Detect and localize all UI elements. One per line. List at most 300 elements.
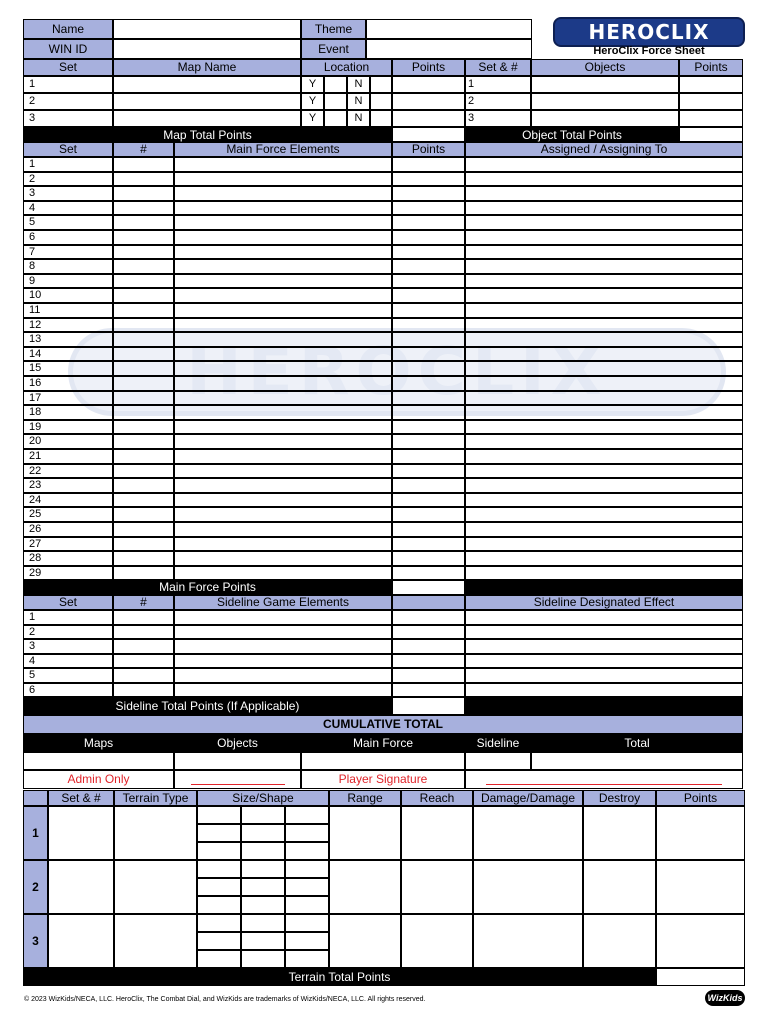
main-row-assigned[interactable]	[465, 464, 743, 479]
main-row-points[interactable]	[392, 347, 465, 362]
terrain-row-destroy[interactable]	[583, 914, 656, 968]
theme-label: Theme	[301, 19, 366, 39]
map-row-yes-box[interactable]	[324, 93, 347, 110]
main-row-assigned[interactable]	[465, 449, 743, 464]
sideline-row-points[interactable]	[392, 639, 465, 654]
main-row-points[interactable]	[392, 522, 465, 537]
main-row-assigned[interactable]	[465, 376, 743, 391]
main-row-set[interactable]: 20	[23, 434, 113, 449]
theme-field[interactable]	[366, 19, 532, 39]
main-row-set[interactable]: 2	[23, 172, 113, 187]
main-row-element[interactable]	[174, 259, 392, 274]
map-row-set[interactable]: 2	[23, 93, 113, 110]
main-row-set[interactable]: 14	[23, 347, 113, 362]
terrain-row-type[interactable]	[114, 914, 197, 968]
terrain-row-set[interactable]	[48, 806, 114, 860]
main-row-set[interactable]: 28	[23, 551, 113, 566]
main-row-set[interactable]: 6	[23, 230, 113, 245]
main-row-points[interactable]	[392, 405, 465, 420]
main-row-element[interactable]	[174, 566, 392, 581]
main-row-element[interactable]	[174, 537, 392, 552]
cumulative-header-total: Total	[531, 734, 743, 752]
main-row-assigned[interactable]	[465, 230, 743, 245]
sideline-row-element[interactable]	[174, 683, 392, 698]
terrain-row-range[interactable]	[329, 914, 401, 968]
sideline-row-set[interactable]: 3	[23, 639, 113, 654]
terrain-row-size-cell[interactable]	[197, 806, 241, 824]
main-row-points[interactable]	[392, 274, 465, 289]
main-row-assigned[interactable]	[465, 259, 743, 274]
map-total-field[interactable]	[392, 127, 465, 142]
main-row-points[interactable]	[392, 230, 465, 245]
sideline-row-points[interactable]	[392, 625, 465, 640]
main-row-number[interactable]	[113, 215, 174, 230]
main-row-element[interactable]	[174, 376, 392, 391]
main-header-assigned: Assigned / Assigning To	[465, 142, 743, 157]
main-row-points[interactable]	[392, 332, 465, 347]
sideline-row-effect[interactable]	[465, 625, 743, 640]
main-row-assigned[interactable]	[465, 522, 743, 537]
win-id-label: WIN ID	[23, 39, 113, 59]
sideline-row-number[interactable]	[113, 654, 174, 669]
sideline-row-number[interactable]	[113, 625, 174, 640]
sideline-row-set[interactable]: 5	[23, 668, 113, 683]
main-row-number[interactable]	[113, 274, 174, 289]
heroclix-watermark: HEROCLIX	[68, 328, 726, 416]
maps-header-set: Set	[23, 59, 113, 76]
main-row-points[interactable]	[392, 288, 465, 303]
main-row-set[interactable]: 29	[23, 566, 113, 581]
main-row-assigned[interactable]	[465, 288, 743, 303]
sideline-row-effect[interactable]	[465, 683, 743, 698]
sideline-row-points[interactable]	[392, 683, 465, 698]
main-row-assigned[interactable]	[465, 566, 743, 581]
main-row-points[interactable]	[392, 391, 465, 406]
terrain-row-set[interactable]	[48, 914, 114, 968]
main-row-assigned[interactable]	[465, 274, 743, 289]
main-row-element[interactable]	[174, 215, 392, 230]
object-row-name[interactable]	[531, 93, 679, 110]
copyright-text: © 2023 WizKids/NECA, LLC. HeroClix, The Combat Dial, and WizKids are trademarks of WizKids/NECA, LLC. All rights reserved.	[24, 996, 426, 1003]
main-row-element[interactable]	[174, 274, 392, 289]
sideline-row-effect[interactable]	[465, 639, 743, 654]
main-row-set[interactable]: 9	[23, 274, 113, 289]
sideline-row-set[interactable]: 4	[23, 654, 113, 669]
main-row-number[interactable]	[113, 303, 174, 318]
main-row-number[interactable]	[113, 347, 174, 362]
main-row-number[interactable]	[113, 332, 174, 347]
main-row-set[interactable]: 26	[23, 522, 113, 537]
main-row-element[interactable]	[174, 318, 392, 333]
terrain-row-size-cell[interactable]	[241, 824, 285, 842]
main-row-points[interactable]	[392, 172, 465, 187]
main-row-set[interactable]: 27	[23, 537, 113, 552]
main-row-set[interactable]: 1	[23, 157, 113, 172]
main-row-element[interactable]	[174, 347, 392, 362]
main-row-number[interactable]	[113, 551, 174, 566]
terrain-row-destroy[interactable]	[583, 860, 656, 914]
main-row-set[interactable]: 10	[23, 288, 113, 303]
main-row-element[interactable]	[174, 551, 392, 566]
map-row-no[interactable]: N	[347, 110, 370, 127]
main-row-assigned[interactable]	[465, 405, 743, 420]
terrain-row-size-cell[interactable]	[285, 806, 329, 824]
terrain-row-range[interactable]	[329, 806, 401, 860]
object-row-set[interactable]: 3	[465, 110, 531, 127]
main-row-points[interactable]	[392, 157, 465, 172]
main-row-number[interactable]	[113, 172, 174, 187]
terrain-row-size-cell[interactable]	[285, 860, 329, 878]
main-row-element[interactable]	[174, 157, 392, 172]
terrain-row-size-cell[interactable]	[285, 950, 329, 968]
main-row-points[interactable]	[392, 493, 465, 508]
main-row-points[interactable]	[392, 420, 465, 435]
cumulative-main-force-field[interactable]	[301, 752, 465, 770]
sideline-row-element[interactable]	[174, 668, 392, 683]
sideline-row-points[interactable]	[392, 668, 465, 683]
main-row-element[interactable]	[174, 230, 392, 245]
sideline-row-set[interactable]: 1	[23, 610, 113, 625]
terrain-row-range[interactable]	[329, 860, 401, 914]
cumulative-title: CUMULATIVE TOTAL	[23, 715, 743, 734]
terrain-header-reach: Reach	[401, 790, 473, 806]
main-row-assigned[interactable]	[465, 332, 743, 347]
main-row-assigned[interactable]	[465, 493, 743, 508]
main-row-number[interactable]	[113, 318, 174, 333]
object-total-label: Object Total Points	[465, 127, 679, 142]
terrain-row-size-cell[interactable]	[285, 932, 329, 950]
player-signature-field[interactable]	[465, 770, 743, 789]
terrain-row-type[interactable]	[114, 806, 197, 860]
main-row-set[interactable]: 17	[23, 391, 113, 406]
main-row-number[interactable]	[113, 464, 174, 479]
cumulative-header-maps: Maps	[23, 734, 174, 752]
main-row-assigned[interactable]	[465, 478, 743, 493]
terrain-header-damage: Damage/Damage	[473, 790, 583, 806]
main-row-points[interactable]	[392, 303, 465, 318]
map-row-points[interactable]	[392, 110, 465, 127]
main-row-number[interactable]	[113, 405, 174, 420]
main-row-assigned[interactable]	[465, 172, 743, 187]
main-row-points[interactable]	[392, 259, 465, 274]
main-row-element[interactable]	[174, 434, 392, 449]
terrain-row-size-cell[interactable]	[241, 860, 285, 878]
main-row-set[interactable]: 15	[23, 361, 113, 376]
object-row-points[interactable]	[679, 110, 743, 127]
event-field[interactable]	[366, 39, 532, 59]
main-row-assigned[interactable]	[465, 361, 743, 376]
main-row-assigned[interactable]	[465, 347, 743, 362]
main-row-set[interactable]: 5	[23, 215, 113, 230]
terrain-row-size-cell[interactable]	[197, 824, 241, 842]
terrain-header-size: Size/Shape	[197, 790, 329, 806]
sideline-row-points[interactable]	[392, 654, 465, 669]
main-row-assigned[interactable]	[465, 434, 743, 449]
main-row-element[interactable]	[174, 464, 392, 479]
terrain-row-type[interactable]	[114, 860, 197, 914]
main-row-element[interactable]	[174, 420, 392, 435]
sideline-row-element[interactable]	[174, 654, 392, 669]
main-row-assigned[interactable]	[465, 215, 743, 230]
main-row-number[interactable]	[113, 493, 174, 508]
main-row-number[interactable]	[113, 434, 174, 449]
main-row-element[interactable]	[174, 186, 392, 201]
terrain-row-points[interactable]	[656, 860, 745, 914]
sideline-row-number[interactable]	[113, 683, 174, 698]
terrain-row-size-cell[interactable]	[285, 842, 329, 860]
main-row-points[interactable]	[392, 245, 465, 260]
main-row-assigned[interactable]	[465, 157, 743, 172]
main-row-set[interactable]: 8	[23, 259, 113, 274]
main-row-set[interactable]: 7	[23, 245, 113, 260]
main-header-set: Set	[23, 142, 113, 157]
main-row-element[interactable]	[174, 288, 392, 303]
cumulative-maps-field[interactable]	[23, 752, 174, 770]
terrain-row-points[interactable]	[656, 806, 745, 860]
main-row-points[interactable]	[392, 376, 465, 391]
main-force-total-bar	[465, 580, 743, 595]
map-row-no[interactable]: N	[347, 76, 370, 93]
map-row-yes[interactable]: Y	[301, 110, 324, 127]
main-row-points[interactable]	[392, 434, 465, 449]
main-row-set[interactable]: 11	[23, 303, 113, 318]
main-row-assigned[interactable]	[465, 303, 743, 318]
main-row-number[interactable]	[113, 201, 174, 216]
sideline-row-number[interactable]	[113, 668, 174, 683]
main-row-set[interactable]: 25	[23, 507, 113, 522]
sideline-row-effect[interactable]	[465, 610, 743, 625]
main-force-total-field[interactable]	[392, 580, 465, 595]
object-row-set[interactable]: 2	[465, 93, 531, 110]
main-row-set[interactable]: 21	[23, 449, 113, 464]
main-row-points[interactable]	[392, 478, 465, 493]
sideline-row-effect[interactable]	[465, 654, 743, 669]
main-header-elements: Main Force Elements	[174, 142, 392, 157]
terrain-row-size-cell[interactable]	[197, 842, 241, 860]
terrain-row-size-cell[interactable]	[197, 878, 241, 896]
terrain-total-label: Terrain Total Points	[23, 968, 656, 986]
main-row-element[interactable]	[174, 361, 392, 376]
main-row-number[interactable]	[113, 376, 174, 391]
terrain-row-size-cell[interactable]	[241, 914, 285, 932]
object-row-set[interactable]: 1	[465, 76, 531, 93]
main-row-assigned[interactable]	[465, 420, 743, 435]
main-row-element[interactable]	[174, 493, 392, 508]
main-row-element[interactable]	[174, 245, 392, 260]
object-total-field[interactable]	[679, 127, 743, 142]
main-row-assigned[interactable]	[465, 507, 743, 522]
main-row-element[interactable]	[174, 391, 392, 406]
main-row-points[interactable]	[392, 186, 465, 201]
main-row-element[interactable]	[174, 332, 392, 347]
terrain-row-size-cell[interactable]	[241, 932, 285, 950]
main-row-points[interactable]	[392, 551, 465, 566]
map-row-name[interactable]	[113, 76, 301, 93]
main-row-number[interactable]	[113, 230, 174, 245]
objects-header-set: Set & #	[465, 59, 531, 76]
main-row-number[interactable]	[113, 259, 174, 274]
main-row-points[interactable]	[392, 566, 465, 581]
object-row-name[interactable]	[531, 76, 679, 93]
name-field[interactable]	[113, 19, 301, 39]
objects-header-objects: Objects	[531, 59, 679, 76]
main-row-set[interactable]: 12	[23, 318, 113, 333]
main-row-number[interactable]	[113, 186, 174, 201]
main-row-assigned[interactable]	[465, 186, 743, 201]
main-row-assigned[interactable]	[465, 318, 743, 333]
main-header-points: Points	[392, 142, 465, 157]
cumulative-header-sideline: Sideline	[465, 734, 531, 752]
cumulative-objects-field[interactable]	[174, 752, 301, 770]
sideline-row-number[interactable]	[113, 610, 174, 625]
main-force-total-label: Main Force Points	[23, 580, 392, 595]
sideline-row-number[interactable]	[113, 639, 174, 654]
main-row-number[interactable]	[113, 537, 174, 552]
terrain-row-reach[interactable]	[401, 806, 473, 860]
main-row-set[interactable]: 18	[23, 405, 113, 420]
terrain-row-set[interactable]	[48, 860, 114, 914]
map-row-set[interactable]: 3	[23, 110, 113, 127]
map-row-yes-box[interactable]	[324, 110, 347, 127]
terrain-total-field[interactable]	[656, 968, 745, 986]
sideline-header-effect: Sideline Designated Effect	[465, 595, 743, 610]
terrain-row-size-cell[interactable]	[285, 896, 329, 914]
terrain-row-size-cell[interactable]	[197, 896, 241, 914]
main-row-number[interactable]	[113, 507, 174, 522]
main-row-points[interactable]	[392, 464, 465, 479]
main-row-points[interactable]	[392, 215, 465, 230]
maps-header-location: Location	[301, 59, 392, 76]
main-row-set[interactable]: 13	[23, 332, 113, 347]
map-row-yes[interactable]: Y	[301, 93, 324, 110]
terrain-row-damage[interactable]	[473, 806, 583, 860]
main-row-element[interactable]	[174, 303, 392, 318]
main-row-assigned[interactable]	[465, 245, 743, 260]
map-row-name[interactable]	[113, 93, 301, 110]
sideline-total-field[interactable]	[392, 697, 465, 715]
terrain-row-size-cell[interactable]	[241, 896, 285, 914]
admin-signature-line	[191, 784, 285, 785]
main-row-points[interactable]	[392, 449, 465, 464]
terrain-row-reach[interactable]	[401, 860, 473, 914]
terrain-row-size-cell[interactable]	[285, 914, 329, 932]
main-row-number[interactable]	[113, 478, 174, 493]
sideline-row-points[interactable]	[392, 610, 465, 625]
main-row-number[interactable]	[113, 391, 174, 406]
terrain-row-destroy[interactable]	[583, 806, 656, 860]
main-row-set[interactable]: 22	[23, 464, 113, 479]
main-row-assigned[interactable]	[465, 537, 743, 552]
map-row-no-box[interactable]	[370, 93, 392, 110]
object-row-name[interactable]	[531, 110, 679, 127]
main-row-set[interactable]: 19	[23, 420, 113, 435]
sideline-row-element[interactable]	[174, 610, 392, 625]
terrain-row-size-cell[interactable]	[241, 878, 285, 896]
player-signature-line	[486, 784, 722, 785]
admin-field[interactable]	[174, 770, 301, 789]
main-row-assigned[interactable]	[465, 201, 743, 216]
main-row-points[interactable]	[392, 318, 465, 333]
terrain-row-size-cell[interactable]	[197, 914, 241, 932]
main-row-points[interactable]	[392, 537, 465, 552]
terrain-row-damage[interactable]	[473, 860, 583, 914]
terrain-row-size-cell[interactable]	[197, 950, 241, 968]
terrain-row-size-cell[interactable]	[241, 806, 285, 824]
map-row-yes[interactable]: Y	[301, 76, 324, 93]
sideline-row-set[interactable]: 6	[23, 683, 113, 698]
admin-only-label: Admin Only	[23, 770, 174, 789]
terrain-row-size-cell[interactable]	[241, 950, 285, 968]
sideline-row-effect[interactable]	[465, 668, 743, 683]
main-row-points[interactable]	[392, 201, 465, 216]
terrain-row-number: 2	[23, 860, 48, 914]
main-row-element[interactable]	[174, 449, 392, 464]
main-row-number[interactable]	[113, 245, 174, 260]
cumulative-total-field[interactable]	[531, 752, 743, 770]
terrain-row-reach[interactable]	[401, 914, 473, 968]
main-row-number[interactable]	[113, 420, 174, 435]
main-row-number[interactable]	[113, 566, 174, 581]
objects-header-points: Points	[679, 59, 743, 76]
sideline-row-element[interactable]	[174, 625, 392, 640]
cumulative-sideline-field[interactable]	[465, 752, 531, 770]
terrain-row-size-cell[interactable]	[197, 860, 241, 878]
main-row-set[interactable]: 23	[23, 478, 113, 493]
wizkids-logo: WizKids	[705, 990, 745, 1006]
terrain-row-damage[interactable]	[473, 914, 583, 968]
map-row-no-box[interactable]	[370, 110, 392, 127]
object-row-points[interactable]	[679, 76, 743, 93]
main-row-element[interactable]	[174, 478, 392, 493]
main-row-element[interactable]	[174, 172, 392, 187]
main-row-set[interactable]: 24	[23, 493, 113, 508]
main-row-number[interactable]	[113, 288, 174, 303]
main-row-number[interactable]	[113, 157, 174, 172]
map-row-points[interactable]	[392, 93, 465, 110]
sideline-row-element[interactable]	[174, 639, 392, 654]
main-row-points[interactable]	[392, 507, 465, 522]
map-row-set[interactable]: 1	[23, 76, 113, 93]
main-row-assigned[interactable]	[465, 551, 743, 566]
terrain-row-size-cell[interactable]	[285, 824, 329, 842]
main-row-set[interactable]: 3	[23, 186, 113, 201]
map-row-name[interactable]	[113, 110, 301, 127]
terrain-row-points[interactable]	[656, 914, 745, 968]
main-row-element[interactable]	[174, 405, 392, 420]
map-row-no[interactable]: N	[347, 93, 370, 110]
map-row-no-box[interactable]	[370, 76, 392, 93]
terrain-row-size-cell[interactable]	[285, 878, 329, 896]
sideline-row-set[interactable]: 2	[23, 625, 113, 640]
win-id-field[interactable]	[113, 39, 301, 59]
main-row-assigned[interactable]	[465, 391, 743, 406]
map-row-yes-box[interactable]	[324, 76, 347, 93]
main-row-element[interactable]	[174, 522, 392, 537]
main-row-number[interactable]	[113, 449, 174, 464]
main-row-number[interactable]	[113, 361, 174, 376]
terrain-row-size-cell[interactable]	[197, 932, 241, 950]
main-row-points[interactable]	[392, 361, 465, 376]
main-row-element[interactable]	[174, 507, 392, 522]
main-row-element[interactable]	[174, 201, 392, 216]
map-row-points[interactable]	[392, 76, 465, 93]
main-row-number[interactable]	[113, 522, 174, 537]
terrain-header-points: Points	[656, 790, 745, 806]
object-row-points[interactable]	[679, 93, 743, 110]
main-row-set[interactable]: 4	[23, 201, 113, 216]
main-row-set[interactable]: 16	[23, 376, 113, 391]
terrain-row-size-cell[interactable]	[241, 842, 285, 860]
